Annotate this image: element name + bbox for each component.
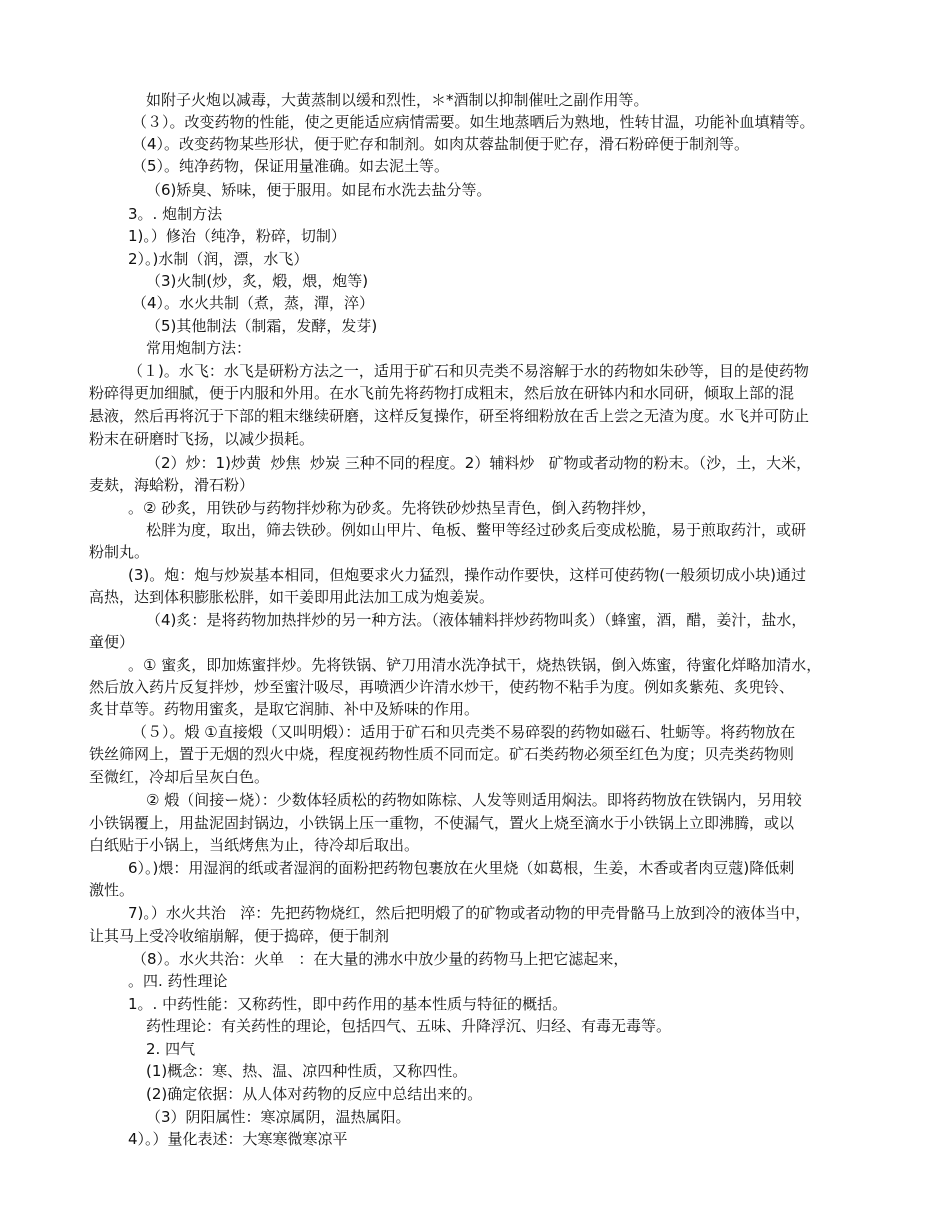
text-line: 2. 四气 [146, 1040, 196, 1058]
text-line: （5)其他制法（制霜，发酵，发芽) [146, 317, 378, 335]
text-line: 悬液，然后再将沉于下部的粗末继续研磨，这样反复操作，研至将细粉放在舌上尝之无渣为度。水飞并可防止 [89, 407, 810, 425]
text-line: 炙甘草等。药物用蜜炙，是取它润肺、补中及矫味的作用。 [89, 700, 480, 718]
text-line: （5）。纯净药物，保证用量准确。如去泥土等。 [132, 157, 450, 175]
text-line: 粉末在研磨时飞扬，以减少损耗。 [89, 430, 315, 448]
text-line: （4）。水火共制（煮，蒸，潬，淬） [132, 294, 375, 312]
text-line: 然后放入药片反复拌炒，炒至蜜汁吸尽，再喷洒少许清水炒干，使药物不粘手为度。例如炙紫苑、炙兜铃、 [89, 678, 795, 696]
text-line: （8）。水火共治：火单 ：在大量的沸水中放少量的药物马上把它滤起来， [132, 950, 629, 968]
text-line: 。① 蜜炙，即加炼蜜拌炒。先将铁锅、铲刀用清水洗净拭干，烧热铁锅，倒入炼蜜，待蜜化烊略加清水， [128, 656, 822, 674]
text-line: 常用炮制方法： [146, 339, 252, 357]
text-line: （3）阴阳属性：寒凉属阴，温热属阳。 [146, 1108, 411, 1126]
text-line: 4）。）量化表述：大寒寒微寒凉平 [128, 1130, 348, 1148]
text-line: 高热，达到体积膨胀松胖，如干姜即用此法加工成为炮姜炭。 [89, 588, 495, 606]
text-line: 粉碎得更加细腻，便于内服和外用。在水飞前先将药物打成粗末，然后放在研钵内和水同研，倾取上部的混 [89, 384, 795, 402]
text-line: 童便） [89, 633, 135, 651]
text-line: 让其马上受冷收缩崩解，便于捣碎，便于制剂 [89, 927, 390, 945]
text-line: （2）炒：1)炒黄 炒焦 炒炭 三种不同的程度。2）辅料炒 矿物或者动物的粉末。（沙，土，大米， [146, 454, 812, 472]
text-line: 铁丝筛网上，置于无烟的烈火中烧，程度视药物性质不同而定。矿石类药物必须至红色为度；贝壳类药物则 [89, 745, 795, 763]
text-line: 1)。）修治（纯净，粉碎，切制） [128, 227, 346, 245]
text-line: 7)。）水火共治 淬：先把药物烧红，然后把明煅了的矿物或者动物的甲壳骨骼马上放到冷的液体当中， [128, 904, 811, 922]
text-line: （５）。煅 ①直接煅（又叫明煅）：适用于矿石和贝壳类不易碎裂的药物如磁石、牡蛎等。将药物放在 [132, 723, 796, 741]
text-line: 。② 砂炙，用铁砂与药物拌炒称为砂炙。先将铁砂炒热呈青色，倒入药物拌炒， [128, 499, 657, 517]
text-line: （３）。改变药物的性能，使之更能适应病情需要。如生地蒸晒后为熟地，性转甘温，功能补血填精等。 [132, 113, 815, 131]
section-heading: 3。. 炮制方法 [128, 205, 223, 223]
section-heading: 。四. 药性理论 [128, 972, 228, 990]
text-line: 粉制丸。 [89, 543, 150, 561]
text-line: ② 煅（间接ー烧）：少数体轻质松的药物如陈棕、人发等则适用焖法。即将药物放在铁锅内，另用较 [146, 791, 802, 809]
text-line: （6)矫臭、矫味，便于服用。如昆布水洗去盐分等。 [146, 181, 492, 199]
text-line: 小铁锅覆上，用盐泥固封锅边，小铁锅上压一重物，不使漏气，置火上烧至滴水于小铁锅上立即沸腾，或以 [89, 814, 795, 832]
text-line: （3)火制(炒，炙，煅，煨，炮等) [146, 272, 369, 290]
text-line: 2）。)水制（润，漂，水飞） [128, 250, 309, 268]
text-line: 麦麸，海蛤粉，滑石粉） [89, 476, 255, 494]
text-line: 1。. 中药性能：又称药性，即中药作用的基本性质与特征的概括。 [128, 995, 568, 1013]
text-line: 如附子火炮以减毒，大黄蒸制以缓和烈性，＊*酒制以抑制催吐之副作用等。 [146, 91, 649, 109]
text-line: 激性。 [89, 881, 135, 899]
text-line: 白纸贴于小锅上，当纸烤焦为止，待冷却后取出。 [89, 836, 420, 854]
text-line: 药性理论：有关药性的理论，包括四气、五味、升降浮沉、归经、有毒无毒等。 [146, 1017, 672, 1035]
text-line: 松胖为度，取出，筛去铁砂。例如山甲片、龟板、鳖甲等经过砂炙后变成松脆，易于煎取药汁，或研 [146, 521, 807, 539]
text-line: (1)概念：寒、热、温、凉四种性质，又称四性。 [146, 1062, 468, 1080]
text-line: （１)。水飞：水飞是研粉方法之一，适用于矿石和贝壳类不易溶解于水的药物如朱砂等，目的是使药物 [128, 362, 809, 380]
text-line: 6）。)煨：用湿润的纸或者湿润的面粉把药物包裹放在火里烧（如葛根，生姜，木香或者肉豆蔻)降低刺 [128, 859, 795, 877]
text-line: （4）。改变药物某些形状，便于贮存和制剂。如肉苁蓉盐制便于贮存，滑石粉碎便于制剂等。 [132, 135, 750, 153]
text-line: 至微红，冷却后呈灰白色。 [89, 768, 270, 786]
text-line: (2)确定依据：从人体对药物的反应中总结出来的。 [146, 1085, 483, 1103]
text-line: (3)。炮：炮与炒炭基本相同，但炮要求火力猛烈，操作动作要快，这样可使药物(一般须切成小块)通过 [128, 566, 806, 584]
text-line: （4)炙：是将药物加热拌炒的另一种方法。（液体辅料拌炒药物叫炙）（蜂蜜，酒，醋，姜汁，盐水， [146, 611, 807, 629]
